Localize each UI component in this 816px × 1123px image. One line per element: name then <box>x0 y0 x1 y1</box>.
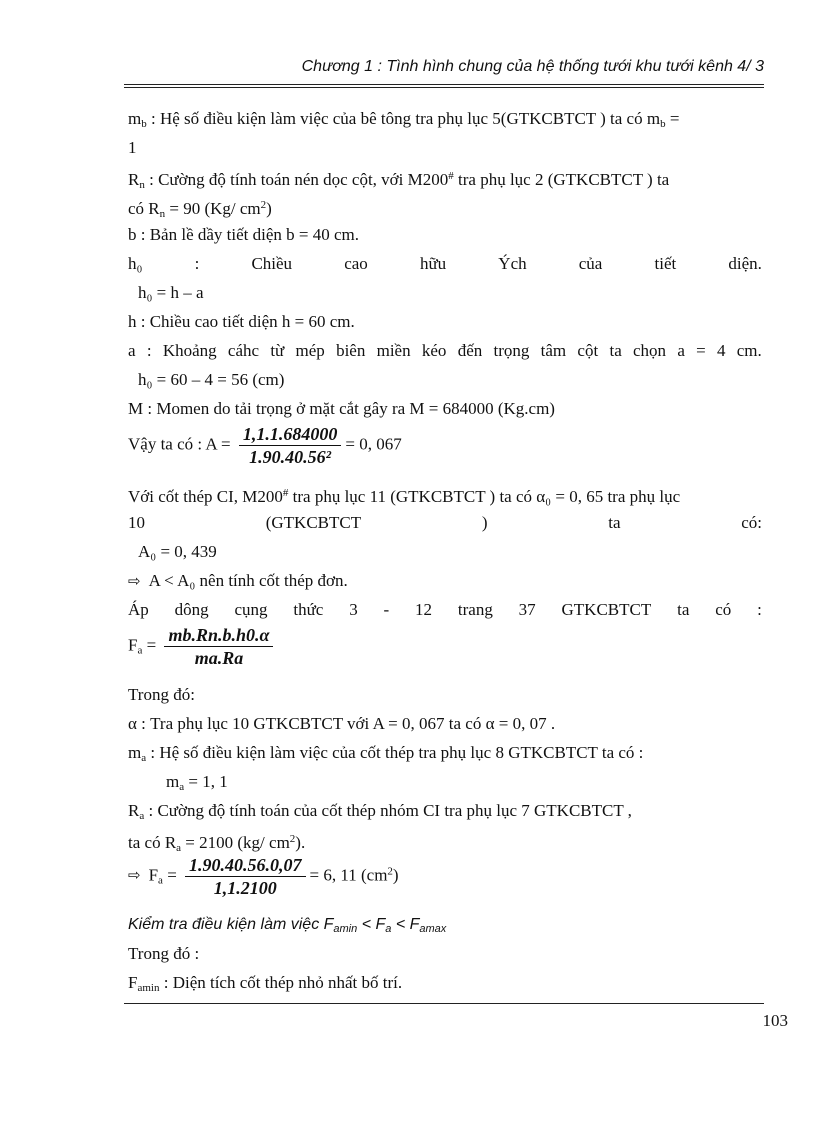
word: có: <box>741 513 762 532</box>
word: của <box>578 254 603 273</box>
word: 10 <box>128 513 145 532</box>
line-fa-formula: $F_a$ = $\frac{mb.Rn.b.h0.\alpha}{ma.Ra}$ <box>128 624 762 680</box>
word: trọng <box>493 341 530 360</box>
word: tiết <box>654 254 677 273</box>
word: Khoảng <box>162 341 217 360</box>
document-body <box>128 104 762 997</box>
word: cụng <box>234 600 268 619</box>
word: thức <box>293 600 324 619</box>
line-a0-value: A₀ = 0, 439 <box>138 542 217 561</box>
arrow-right-icon: ⇨ <box>128 866 141 885</box>
word: Ých <box>498 254 527 273</box>
line-trong-do-2: Trong đó : <box>128 944 200 963</box>
page-header-title: Chương 1 : Tình hình chung của hệ thống tưới khu tưới kênh 4/ 3 <box>301 58 764 75</box>
word: Áp <box>128 600 149 619</box>
fraction-a: $\frac{1,1.1.684000}{\text{1.90.40.56²}}$ <box>239 423 342 468</box>
word: ) <box>481 513 488 532</box>
header-rule <box>124 84 764 88</box>
word: cột <box>577 341 599 360</box>
line-a-def <box>128 336 762 365</box>
page-number: 103 <box>762 1011 788 1030</box>
line-kiem-tra: Kiểm tra điều kiện làm việc $F_{amin} < F_a < F_{amax}$ <box>128 916 447 935</box>
word: ta <box>608 513 621 532</box>
word: = <box>696 341 706 360</box>
word: hữu <box>419 254 447 273</box>
word: GTKCBTCT <box>561 600 652 619</box>
word: mép <box>295 341 325 360</box>
line-ap-dung <box>128 595 762 624</box>
word: ta <box>677 600 690 619</box>
word: (GTKCBTCT <box>265 513 362 532</box>
line-b: b : Bản lề dầy tiết diện b = 40 cm. <box>128 225 360 244</box>
line-h0-formula: h₀ = h – a <box>138 283 204 302</box>
word: có <box>715 600 732 619</box>
word: cao <box>344 254 368 273</box>
word: diện. <box>728 254 762 273</box>
line-conclusion-a: ⇨ A < A₀ nên tính cốt thép đơn. <box>128 571 348 590</box>
line-famin: $F_{amin}$ : Diện tích cốt thép nhỏ nhất bố trí. <box>128 973 403 994</box>
word: đến <box>457 341 483 360</box>
line-h0-def <box>128 249 762 278</box>
line-rn: $R_n$ : Cường độ tính toán nén dọc cột, với M200# tra phụ lục 2 (GTKCBTCT ) ta <box>128 170 670 191</box>
word: chọn <box>633 341 667 360</box>
word: tâm <box>540 341 567 360</box>
word: biên <box>336 341 366 360</box>
arrow-right-icon: ⇨ <box>128 572 141 590</box>
word: trang <box>457 600 493 619</box>
line-fa-result: ⇨ $F_a$ = $\frac{1.90.40.56.0,07}{1,1.2100}$ = 6, 11 $(cm^2)$ <box>128 855 399 898</box>
footer-rule <box>124 1003 764 1004</box>
line-trong-do-1: Trong đó: <box>128 685 195 704</box>
word: Chiều <box>251 254 293 273</box>
line-alpha: α : Tra phụ lục 10 GTKCBTCT với A = 0, 067 ta có α = 0, 07 . <box>128 714 556 733</box>
line-mb: $m_b$ : Hệ số điều kiện làm việc của bê tông tra phụ lục 5(GTKCBTCT ) ta có $m_b$ = <box>128 109 680 130</box>
word: a <box>677 341 685 360</box>
word: : <box>757 600 762 619</box>
line-ci: Với cốt thép CI, M200# tra phụ lục 11 (GTKCBTCT ) ta có α₀ = 0, 65 tra phụ lục <box>128 487 681 506</box>
word: 3 <box>349 600 358 619</box>
word: miền <box>376 341 411 360</box>
word: 37 <box>518 600 536 619</box>
word: : <box>194 254 200 273</box>
line-a-formula: Vậy ta có : A = $\frac{1,1.1.684000}{\text{1.90.40.56²}}$ = 0, 067 <box>128 424 402 467</box>
word: từ <box>270 341 285 360</box>
line-ra-value: ta có $R_a = 2100$ (kg/ $cm^2$). <box>128 833 306 854</box>
word: 4 <box>717 341 726 360</box>
word: kéo <box>421 341 447 360</box>
word: ta <box>609 341 622 360</box>
word: - <box>383 600 390 619</box>
word: dông <box>174 600 209 619</box>
word: a <box>128 341 136 360</box>
word: cáhc <box>227 341 260 360</box>
line-h0-value: h₀ = 60 – 4 = 56 (cm) <box>138 370 285 389</box>
word: h₀ <box>128 254 143 273</box>
line-phuluc10 <box>128 508 762 537</box>
word: cm. <box>736 341 762 360</box>
line-ra: $R_a$ : Cường độ tính toán của cốt thép nhóm CI tra phụ lục 7 GTKCBTCT , <box>128 801 632 822</box>
line-mb-value: 1 <box>128 138 137 157</box>
line-m: M : Momen do tải trọng ở mặt cắt gây ra M = 684000 (Kg.cm) <box>128 399 555 418</box>
line-ma: $m_a$ : Hệ số điều kiện làm việc của cốt thép tra phụ lục 8 GTKCBTCT ta có : <box>128 743 644 764</box>
line-rn-value: có $R_n = 90$ (Kg/ $cm^2$) <box>128 199 272 220</box>
fraction-fa: $\frac{mb.Rn.b.h0.\alpha}{ma.Ra}$ <box>164 624 273 669</box>
line-ma-value: $m_a = 1$, 1 <box>166 772 228 793</box>
word: : <box>146 341 152 360</box>
word: 12 <box>415 600 433 619</box>
fraction-fa-result: $\frac{1.90.40.56.0,07}{1,1.2100}$ <box>185 854 306 899</box>
line-h: h : Chiều cao tiết diện h = 60 cm. <box>128 312 355 331</box>
